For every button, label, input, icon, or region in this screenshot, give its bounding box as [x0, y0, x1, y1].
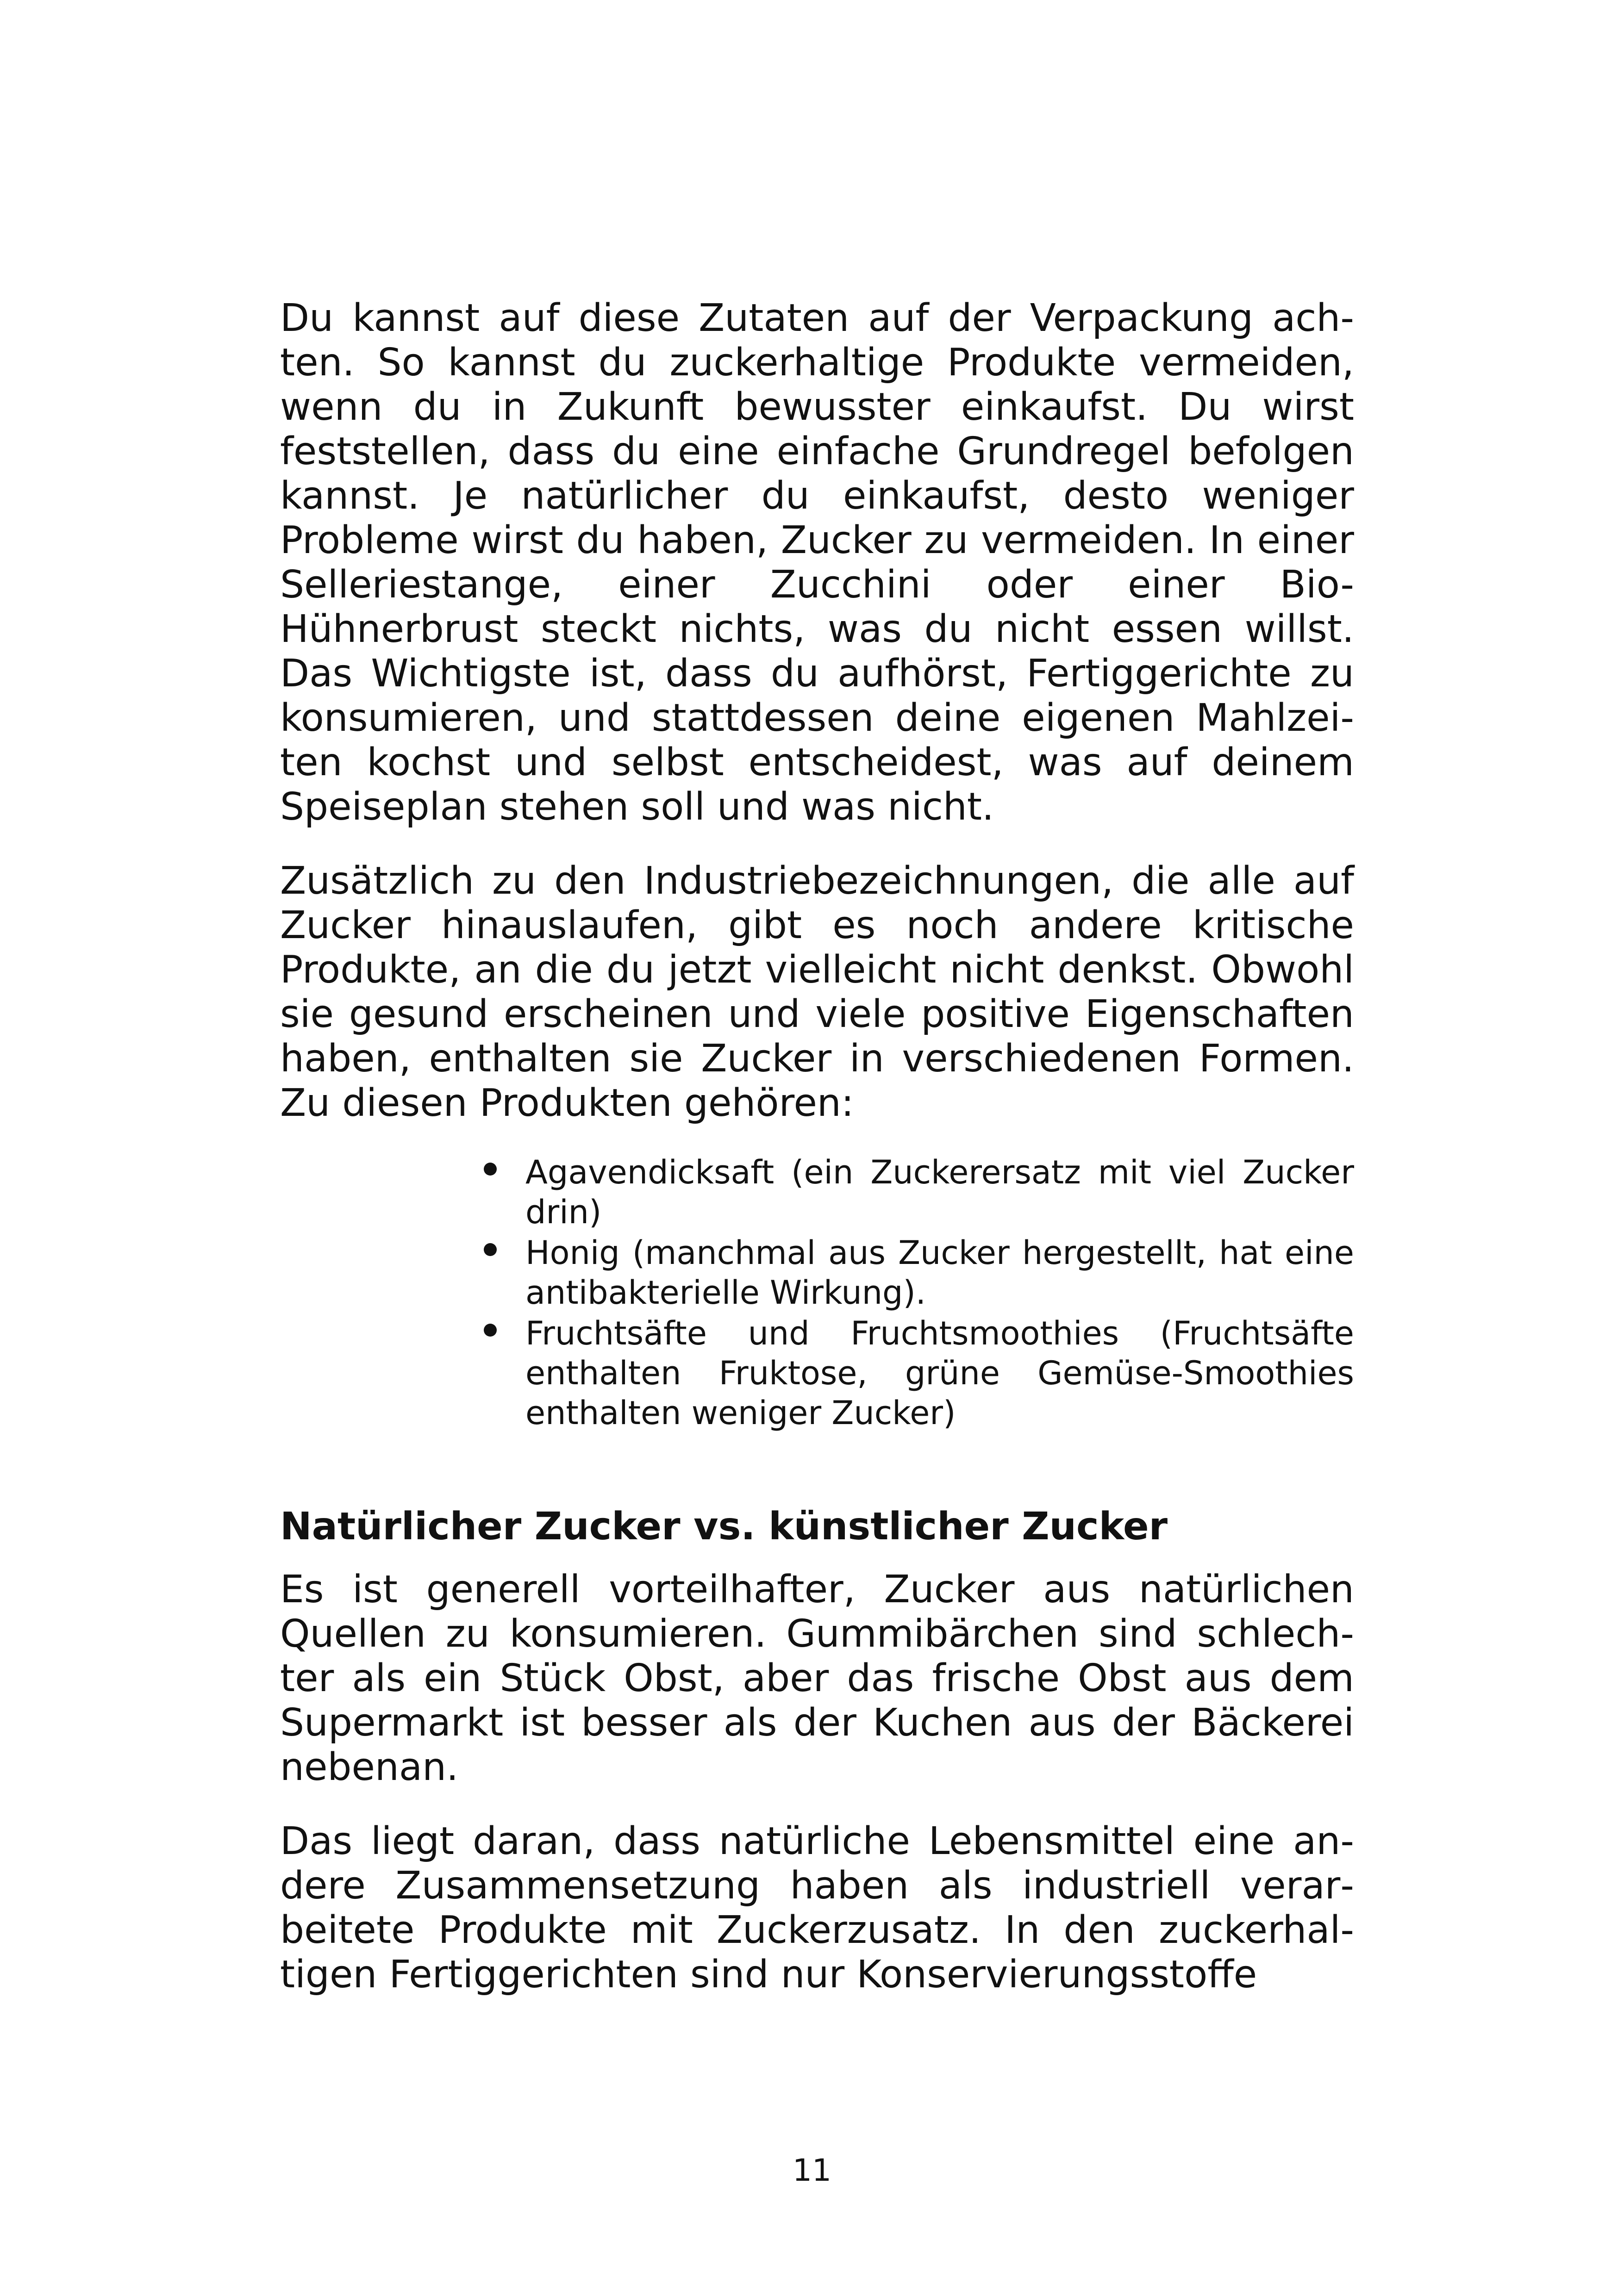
- bullet-icon: [484, 1163, 497, 1176]
- page-number: 11: [793, 2153, 831, 2188]
- section-heading: Natürlicher Zucker vs. künstlicher Zucker: [280, 1505, 1168, 1549]
- body-paragraph: Es ist generell vorteilhafter, Zucker aus natürlichen Quellen zu konsumieren. Gummibärchen sind schlechter als ein Stück Obst, aber das frische Obst aus dem Supermarkt ist besser als der Kuchen aus der Bäckerei nebenan.: [280, 1568, 1354, 1789]
- body-paragraph: Du kannst auf diese Zutaten auf der Verpackung achten. So kannst du zuckerhaltige Produkte vermeiden, wenn du in Zukunft bewusster einkaufst. Du wirst feststellen, dass du eine einfache Grundregel befolgen kannst. Je natürlicher du einkaufst, desto weniger Probleme wirst du haben, Zucker zu vermeiden. In einer Selleriestange, einer Zucchini oder einer Bio-Hühnerbrust steckt nichts, was du nicht essen willst. Das Wichtigste ist, dass du aufhörst, Fertiggerichte zu konsumieren, und stattdessen deine eigenen Mahlzeiten kochst und selbst entscheidest, was auf deinem Speiseplan stehen soll und was nicht.: [280, 296, 1354, 829]
- list-item: [525, 1313, 1354, 1433]
- body-paragraph: Das liegt daran, dass natürliche Lebensmittel eine andere Zusammensetzung haben als industriell verarbeitete Produkte mit Zuckerzusatz. In den zuckerhaltigen Fertiggerichten sind nur Konservierungsstoffe: [280, 1819, 1354, 1997]
- body-paragraph: Zusätzlich zu den Industriebezeichnungen, die alle auf Zucker hinauslaufen, gibt es noch andere kritische Produkte, an die du jetzt vielleicht nicht denkst. Obwohl sie gesund erscheinen und viele positive Eigenschaften haben, enthalten sie Zucker in verschiedenen Formen. Zu diesen Produkten gehören:: [280, 859, 1354, 1125]
- list-item: [525, 1233, 1354, 1313]
- list-item-text: Honig (manchmal aus Zucker hergestellt, hat eine antibakterielle Wirkung).: [525, 1234, 1354, 1312]
- page-content: [280, 296, 1354, 2027]
- bullet-icon: [484, 1243, 497, 1256]
- list-item-text: Fruchtsäfte und Fruchtsmoothies (Fruchtsäfte enthalten Fruktose, grüne Gemüse-Smoothies enthalten weniger Zucker): [525, 1314, 1354, 1432]
- list-item-text: Agavendicksaft (ein Zuckerersatz mit viel Zucker drin): [525, 1153, 1354, 1231]
- bullet-icon: [484, 1324, 497, 1337]
- product-list: [280, 1152, 1354, 1433]
- list-item: [525, 1152, 1354, 1232]
